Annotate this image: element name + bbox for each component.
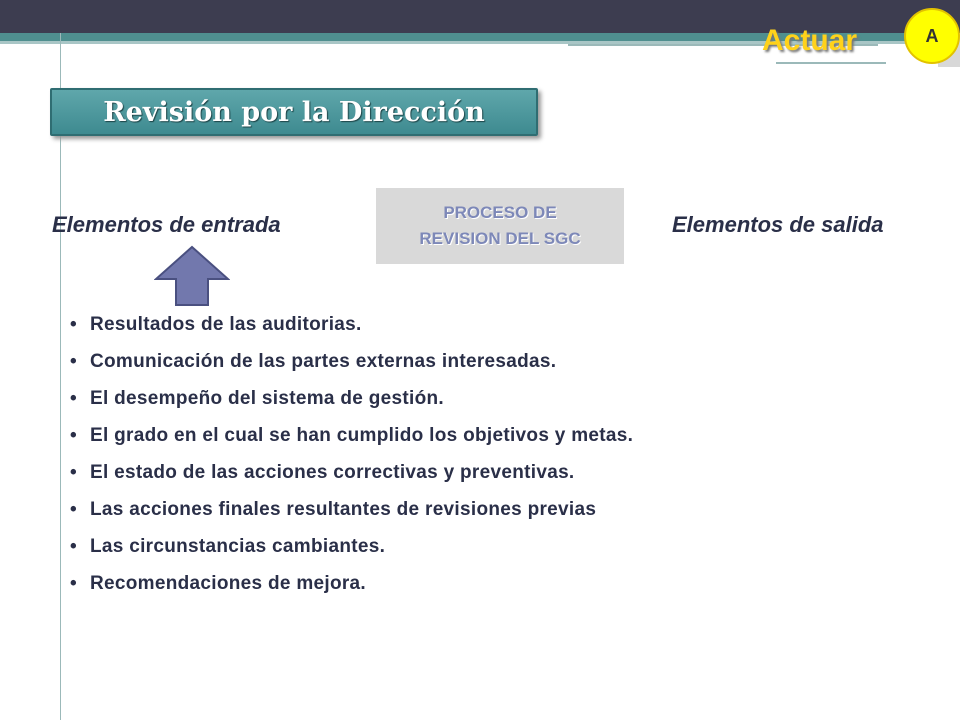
header-underline-short — [776, 62, 886, 64]
list-item — [70, 528, 633, 565]
list-item-text: Recomendaciones de mejora. — [90, 573, 367, 594]
bullet-icon: • — [70, 314, 77, 335]
list-item-text: Las circunstancias cambiantes. — [90, 536, 386, 557]
list-item-text: Resultados de las auditorias. — [90, 314, 362, 335]
bullet-icon: • — [70, 573, 77, 594]
list-item — [70, 380, 633, 417]
stage-badge: A — [904, 8, 960, 64]
process-line-2: REVISION DEL SGC — [419, 229, 581, 248]
list-item-text: El desempeño del sistema de gestión. — [90, 388, 444, 409]
page-title: Revisión por la Dirección — [103, 96, 485, 128]
list-item — [70, 491, 633, 528]
left-guide-line — [60, 33, 61, 720]
list-item — [70, 343, 633, 380]
inputs-heading: Elementos de entrada — [52, 212, 281, 237]
up-arrow-icon — [154, 245, 230, 307]
list-item — [70, 454, 633, 491]
bullet-icon: • — [70, 536, 77, 557]
bullet-icon: • — [70, 462, 77, 483]
process-box — [376, 188, 624, 264]
section-label: Actuar — [762, 24, 858, 57]
bullet-icon: • — [70, 351, 77, 372]
list-item — [70, 417, 633, 454]
list-item-text: El grado en el cual se han cumplido los objetivos y metas. — [90, 425, 634, 446]
input-elements-list — [70, 306, 633, 602]
list-item-text: Las acciones finales resultantes de revisiones previas — [90, 499, 597, 520]
bullet-icon: • — [70, 425, 77, 446]
bullet-icon: • — [70, 388, 77, 409]
bullet-icon: • — [70, 499, 77, 520]
title-banner — [50, 88, 538, 136]
list-item-text: El estado de las acciones correctivas y preventivas. — [90, 462, 575, 483]
outputs-heading: Elementos de salida — [672, 212, 884, 237]
list-item — [70, 306, 633, 343]
list-item-text: Comunicación de las partes externas interesadas. — [90, 351, 557, 372]
process-line-1: PROCESO DE — [443, 203, 557, 222]
list-item — [70, 565, 633, 602]
